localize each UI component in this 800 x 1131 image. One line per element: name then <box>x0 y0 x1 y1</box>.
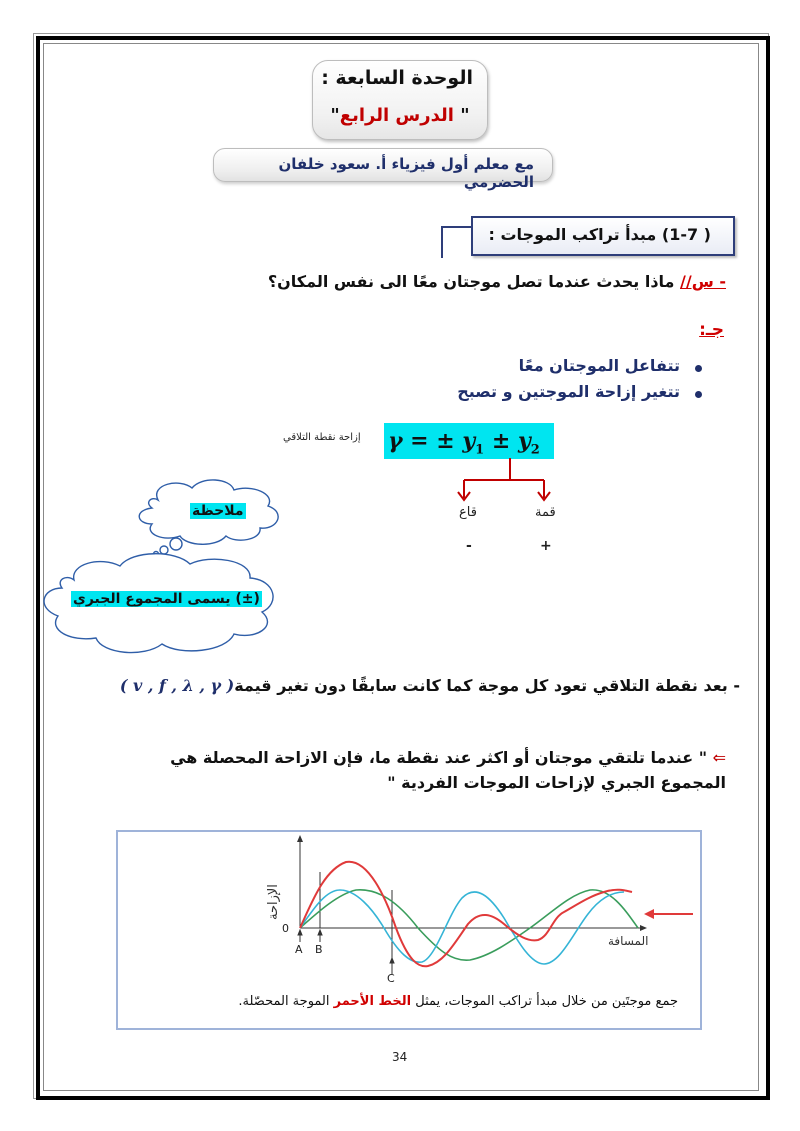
unit-title-box <box>312 60 488 140</box>
implies-arrow-icon: ⇐ <box>712 748 726 767</box>
eq-sub1: 1 <box>475 442 485 458</box>
unit-title: الوحدة السابعة : <box>321 67 473 89</box>
after-meeting-text: بعد نقطة التلاقي تعود كل موجة كما كانت سابقًا دون تغير قيمة <box>234 676 734 695</box>
equation-label: إزاحة نقطة التلاقي <box>283 432 361 443</box>
eq-sub2: 2 <box>530 442 540 458</box>
answer-label: جـ: <box>699 320 724 340</box>
author-credit: مع معلم أول فيزياء أ. سعود خلفان الحضرمي <box>278 155 534 191</box>
caption-text: جمع موجتَين من خلال مبدأ تراكب الموجات، يمثل <box>411 994 678 1009</box>
wave-variables: ( v , f , λ , γ ) <box>119 676 235 695</box>
point-c-label: C <box>387 972 395 985</box>
section-bracket-decoration <box>441 226 473 258</box>
trough-sign: - <box>466 538 472 554</box>
eq-mid: ± y <box>484 428 531 454</box>
origin-label: 0 <box>282 922 289 935</box>
section-heading: ( 1-7) مبدأ تراكب الموجات : <box>488 225 711 244</box>
answer-bullet <box>457 356 704 382</box>
point-b-label: B <box>315 943 323 956</box>
eq-lhs: γ = ± y <box>388 428 476 454</box>
x-axis-label: المسافة <box>608 934 649 948</box>
question <box>268 272 726 291</box>
answer-bullets <box>457 356 704 408</box>
question-label: - س// <box>680 272 726 291</box>
figure-caption <box>238 994 678 1009</box>
algebraic-sum-note: (±) يسمى المجموع الجبري <box>73 591 260 607</box>
section-heading-box <box>471 216 735 256</box>
after-meeting-statement <box>120 676 740 695</box>
superposition-principle-statement <box>126 745 726 795</box>
bullet-text: تتغير إزاحة الموجتين و تصبح <box>457 382 680 401</box>
caption-text-end: الموجة المحصّلة. <box>238 994 334 1009</box>
bullet-dot-icon <box>695 391 702 398</box>
bullet-dot-icon <box>695 365 702 372</box>
y-axis-label: الإزاحة <box>266 884 281 920</box>
lesson-title-line <box>313 105 487 126</box>
superposition-figure <box>116 830 702 1030</box>
quote-open: " <box>453 105 470 126</box>
note-label: ملاحظة <box>192 503 244 519</box>
answer-bullet <box>457 382 704 408</box>
lesson-title: الدرس الرابع <box>339 105 454 126</box>
dash-bullet: - <box>733 676 740 695</box>
branch-arrows-icon <box>450 458 560 508</box>
page-number: 34 <box>392 1050 408 1064</box>
bullet-text: تتفاعل الموجتان معًا <box>518 356 680 375</box>
author-box <box>213 148 553 191</box>
point-a-label: A <box>295 943 303 956</box>
caption-highlight: الخط الأحمر <box>333 994 412 1009</box>
superposition-equation <box>384 423 554 459</box>
question-text: ماذا يحدث عندما تصل موجتان معًا الى نفس المكان؟ <box>267 272 681 291</box>
crest-sign: + <box>540 538 552 554</box>
quote-close: " <box>330 105 340 126</box>
crest-label: قمة <box>535 505 556 520</box>
thought-cloud-icon <box>30 470 290 670</box>
trough-label: قاع <box>459 505 477 520</box>
principle-text: " عندما تلتقي موجتان أو اكثر عند نقطة ما، فإن الازاحة المحصلة هي المجموع الجبري لإزاحات الموجات الفردية " <box>170 748 726 792</box>
